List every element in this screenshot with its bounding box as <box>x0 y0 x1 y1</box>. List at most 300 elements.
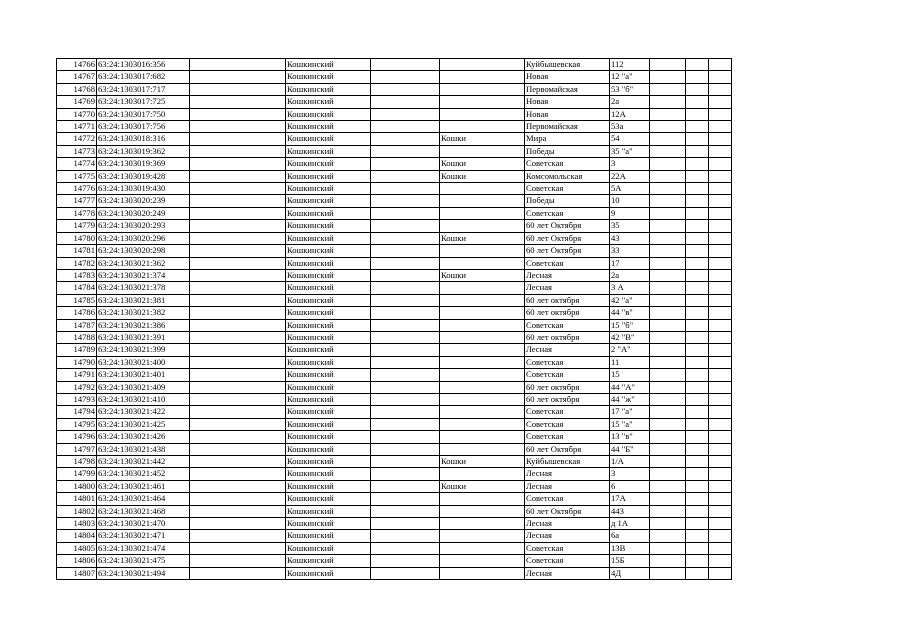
cell-empty <box>371 381 440 393</box>
cell-house-number: 35 <box>610 220 650 232</box>
cell-empty <box>190 108 286 120</box>
cell-district: Кошкинский <box>286 269 371 281</box>
cell-empty <box>190 493 286 505</box>
cell-empty <box>709 108 732 120</box>
cell-street: Новая <box>525 96 610 108</box>
cell-empty <box>709 121 732 133</box>
cell-empty <box>371 307 440 319</box>
cell-street: 60 лет октября <box>525 331 610 343</box>
cell-row-number: 14779 <box>57 220 97 232</box>
cell-cadastral-number: 63:24:1303021:401 <box>97 369 190 381</box>
cell-empty <box>371 530 440 542</box>
cell-settlement <box>440 542 525 554</box>
cell-empty <box>709 406 732 418</box>
cell-district: Кошкинский <box>286 319 371 331</box>
table-row <box>57 356 732 368</box>
cell-settlement <box>440 468 525 480</box>
cell-cadastral-number: 63:24:1303021:471 <box>97 530 190 542</box>
cell-district: Кошкинский <box>286 431 371 443</box>
cell-empty <box>650 369 686 381</box>
cell-house-number: 15 <box>610 369 650 381</box>
cell-empty <box>190 195 286 207</box>
cell-row-number: 14781 <box>57 245 97 257</box>
cell-settlement <box>440 96 525 108</box>
cell-empty <box>650 294 686 306</box>
cell-empty <box>650 282 686 294</box>
cell-settlement <box>440 443 525 455</box>
cell-empty <box>709 257 732 269</box>
cell-empty <box>650 133 686 145</box>
cell-empty <box>686 319 709 331</box>
cell-cadastral-number: 63:24:1303021:474 <box>97 542 190 554</box>
cell-row-number: 14772 <box>57 133 97 145</box>
cell-empty <box>650 468 686 480</box>
cell-empty <box>650 170 686 182</box>
table-row <box>57 369 732 381</box>
cell-cadastral-number: 63:24:1303021:391 <box>97 331 190 343</box>
cell-empty <box>709 282 732 294</box>
cell-row-number: 14789 <box>57 344 97 356</box>
table-row <box>57 319 732 331</box>
cell-street: Новая <box>525 71 610 83</box>
cell-empty <box>686 257 709 269</box>
cell-empty <box>686 555 709 567</box>
cell-settlement <box>440 431 525 443</box>
cell-empty <box>371 282 440 294</box>
cell-empty <box>190 393 286 405</box>
table-row <box>57 232 732 244</box>
cell-row-number: 14794 <box>57 406 97 418</box>
cell-empty <box>650 344 686 356</box>
cell-empty <box>190 245 286 257</box>
cell-district: Кошкинский <box>286 369 371 381</box>
cell-empty <box>371 183 440 195</box>
cell-empty <box>190 468 286 480</box>
cell-empty <box>686 170 709 182</box>
cell-district: Кошкинский <box>286 307 371 319</box>
cell-street: Советская <box>525 183 610 195</box>
cell-empty <box>650 257 686 269</box>
cell-empty <box>686 344 709 356</box>
cell-empty <box>709 294 732 306</box>
cell-street: Лесная <box>525 344 610 356</box>
cell-row-number: 14797 <box>57 443 97 455</box>
cell-district: Кошкинский <box>286 294 371 306</box>
cell-street: Лесная <box>525 480 610 492</box>
cell-row-number: 14802 <box>57 505 97 517</box>
cell-empty <box>371 406 440 418</box>
cell-cadastral-number: 63:24:1303021:475 <box>97 555 190 567</box>
cell-house-number: 43 <box>610 232 650 244</box>
cell-empty <box>371 59 440 71</box>
cell-house-number: 53а <box>610 121 650 133</box>
table-row <box>57 443 732 455</box>
cell-empty <box>686 294 709 306</box>
cell-empty <box>709 232 732 244</box>
cell-row-number: 14778 <box>57 207 97 219</box>
cell-empty <box>650 96 686 108</box>
cell-empty <box>371 555 440 567</box>
cell-house-number: 1/А <box>610 456 650 468</box>
cell-empty <box>190 331 286 343</box>
cell-empty <box>371 356 440 368</box>
cell-empty <box>650 493 686 505</box>
cell-house-number: 2 "А" <box>610 344 650 356</box>
cell-district: Кошкинский <box>286 530 371 542</box>
cell-street: Советская <box>525 319 610 331</box>
cell-empty <box>709 158 732 170</box>
cell-settlement <box>440 294 525 306</box>
cell-empty <box>686 406 709 418</box>
cell-settlement <box>440 183 525 195</box>
cell-house-number: 44 "Б" <box>610 443 650 455</box>
cell-district: Кошкинский <box>286 108 371 120</box>
cell-street: Советская <box>525 542 610 554</box>
cell-street: 60 лет Октября <box>525 232 610 244</box>
cell-district: Кошкинский <box>286 170 371 182</box>
cell-empty <box>686 133 709 145</box>
cell-empty <box>190 369 286 381</box>
cell-settlement <box>440 121 525 133</box>
cell-empty <box>709 418 732 430</box>
cell-district: Кошкинский <box>286 158 371 170</box>
cell-empty <box>190 418 286 430</box>
table-row <box>57 518 732 530</box>
cell-district: Кошкинский <box>286 195 371 207</box>
cell-street: Победы <box>525 145 610 157</box>
cell-row-number: 14773 <box>57 145 97 157</box>
cell-district: Кошкинский <box>286 505 371 517</box>
cell-row-number: 14796 <box>57 431 97 443</box>
cell-empty <box>686 307 709 319</box>
cell-empty <box>190 567 286 579</box>
table-row <box>57 158 732 170</box>
cell-cadastral-number: 63:24:1303020:298 <box>97 245 190 257</box>
cell-house-number: 2а <box>610 269 650 281</box>
cell-empty <box>709 170 732 182</box>
cell-house-number: 9 <box>610 207 650 219</box>
cell-cadastral-number: 63:24:1303021:410 <box>97 393 190 405</box>
cell-empty <box>371 245 440 257</box>
cell-empty <box>650 319 686 331</box>
cell-district: Кошкинский <box>286 381 371 393</box>
table-row <box>57 195 732 207</box>
cell-row-number: 14775 <box>57 170 97 182</box>
cell-row-number: 14782 <box>57 257 97 269</box>
cell-settlement <box>440 530 525 542</box>
cell-empty <box>371 456 440 468</box>
cell-settlement <box>440 567 525 579</box>
cell-empty <box>190 456 286 468</box>
cell-empty <box>371 145 440 157</box>
cell-empty <box>686 71 709 83</box>
cell-district: Кошкинский <box>286 493 371 505</box>
cell-settlement <box>440 83 525 95</box>
cell-street: Куйбышевская <box>525 456 610 468</box>
cell-empty <box>709 133 732 145</box>
cell-cadastral-number: 63:24:1303021:468 <box>97 505 190 517</box>
cell-empty <box>709 307 732 319</box>
cell-settlement: Кошки <box>440 480 525 492</box>
cell-empty <box>190 145 286 157</box>
cell-empty <box>686 493 709 505</box>
cell-empty <box>686 331 709 343</box>
cell-cadastral-number: 63:24:1303021:442 <box>97 456 190 468</box>
cell-house-number: д 1А <box>610 518 650 530</box>
cell-house-number: 17А <box>610 493 650 505</box>
cell-empty <box>190 269 286 281</box>
cell-empty <box>686 269 709 281</box>
cell-empty <box>650 220 686 232</box>
cell-empty <box>686 220 709 232</box>
cell-empty <box>686 59 709 71</box>
cell-empty <box>686 356 709 368</box>
cell-district: Кошкинский <box>286 418 371 430</box>
cell-cadastral-number: 63:24:1303021:461 <box>97 480 190 492</box>
cell-empty <box>190 183 286 195</box>
cell-cadastral-number: 63:24:1303021:378 <box>97 282 190 294</box>
cell-street: 60 лет октября <box>525 381 610 393</box>
cell-cadastral-number: 63:24:1303020:239 <box>97 195 190 207</box>
cell-empty <box>371 170 440 182</box>
cell-row-number: 14790 <box>57 356 97 368</box>
cell-district: Кошкинский <box>286 183 371 195</box>
cell-empty <box>190 71 286 83</box>
cell-house-number: 3 А <box>610 282 650 294</box>
cell-district: Кошкинский <box>286 542 371 554</box>
cell-empty <box>709 59 732 71</box>
cell-empty <box>709 96 732 108</box>
cell-empty <box>709 319 732 331</box>
cell-settlement <box>440 344 525 356</box>
cell-district: Кошкинский <box>286 220 371 232</box>
cell-settlement <box>440 307 525 319</box>
cell-street: 60 лет Октября <box>525 220 610 232</box>
cell-row-number: 14805 <box>57 542 97 554</box>
cell-empty <box>709 542 732 554</box>
cell-house-number: 53 "б" <box>610 83 650 95</box>
cell-empty <box>371 493 440 505</box>
cell-empty <box>709 83 732 95</box>
cell-empty <box>650 381 686 393</box>
cell-empty <box>371 71 440 83</box>
cell-empty <box>650 232 686 244</box>
table-row <box>57 220 732 232</box>
cell-row-number: 14801 <box>57 493 97 505</box>
cell-street: 60 лет Октября <box>525 443 610 455</box>
cell-empty <box>371 83 440 95</box>
cell-empty <box>686 195 709 207</box>
cell-empty <box>650 530 686 542</box>
cell-settlement <box>440 207 525 219</box>
cell-house-number: 42 "а" <box>610 294 650 306</box>
cell-house-number: 35 "а" <box>610 145 650 157</box>
cell-row-number: 14800 <box>57 480 97 492</box>
cell-house-number: 6а <box>610 530 650 542</box>
cell-cadastral-number: 63:24:1303020:296 <box>97 232 190 244</box>
cell-settlement <box>440 245 525 257</box>
cell-empty <box>371 319 440 331</box>
cell-street: 60 лет октября <box>525 393 610 405</box>
cell-empty <box>371 418 440 430</box>
table-row <box>57 307 732 319</box>
table-row <box>57 96 732 108</box>
cell-empty <box>686 480 709 492</box>
cell-house-number: 54 <box>610 133 650 145</box>
cell-settlement <box>440 381 525 393</box>
cell-empty <box>190 505 286 517</box>
cell-empty <box>709 480 732 492</box>
cell-empty <box>709 555 732 567</box>
cell-street: Лесная <box>525 282 610 294</box>
cell-house-number: 12А <box>610 108 650 120</box>
cell-empty <box>650 145 686 157</box>
cell-empty <box>190 59 286 71</box>
table-row <box>57 282 732 294</box>
table-row <box>57 381 732 393</box>
cell-empty <box>686 207 709 219</box>
cell-house-number: 4Д <box>610 567 650 579</box>
cell-empty <box>686 567 709 579</box>
cell-house-number: 12 "а" <box>610 71 650 83</box>
table-row <box>57 71 732 83</box>
cell-district: Кошкинский <box>286 480 371 492</box>
cell-empty <box>650 269 686 281</box>
cell-house-number: 13В <box>610 542 650 554</box>
cell-empty <box>650 108 686 120</box>
cell-settlement <box>440 319 525 331</box>
cell-street: Советская <box>525 356 610 368</box>
cell-empty <box>709 468 732 480</box>
cell-house-number: 5А <box>610 183 650 195</box>
cell-empty <box>650 393 686 405</box>
cell-settlement: Кошки <box>440 269 525 281</box>
cell-street: Куйбышевская <box>525 59 610 71</box>
cell-empty <box>371 393 440 405</box>
cell-empty <box>371 567 440 579</box>
cell-empty <box>371 294 440 306</box>
table-row <box>57 108 732 120</box>
cell-cadastral-number: 63:24:1303021:362 <box>97 257 190 269</box>
cell-cadastral-number: 63:24:1303021:452 <box>97 468 190 480</box>
cell-empty <box>371 505 440 517</box>
cell-empty <box>371 480 440 492</box>
cell-district: Кошкинский <box>286 443 371 455</box>
cell-district: Кошкинский <box>286 245 371 257</box>
cell-row-number: 14799 <box>57 468 97 480</box>
cell-house-number: 42 "В" <box>610 331 650 343</box>
cell-empty <box>190 480 286 492</box>
cell-empty <box>709 493 732 505</box>
cell-district: Кошкинский <box>286 71 371 83</box>
cell-empty <box>371 468 440 480</box>
cell-street: Лесная <box>525 269 610 281</box>
cell-row-number: 14774 <box>57 158 97 170</box>
cell-row-number: 14771 <box>57 121 97 133</box>
cell-row-number: 14777 <box>57 195 97 207</box>
cell-house-number: 15 "б" <box>610 319 650 331</box>
cell-empty <box>190 133 286 145</box>
cell-empty <box>709 331 732 343</box>
cell-house-number: 44 "ж" <box>610 393 650 405</box>
cell-street: Первомайская <box>525 83 610 95</box>
cell-district: Кошкинский <box>286 406 371 418</box>
cell-empty <box>709 344 732 356</box>
cell-row-number: 14792 <box>57 381 97 393</box>
cell-row-number: 14767 <box>57 71 97 83</box>
cell-district: Кошкинский <box>286 59 371 71</box>
cell-district: Кошкинский <box>286 344 371 356</box>
cell-settlement <box>440 505 525 517</box>
cell-house-number: 11 <box>610 356 650 368</box>
cell-empty <box>371 195 440 207</box>
cell-cadastral-number: 63:24:1303021:409 <box>97 381 190 393</box>
cell-house-number: 15 "а" <box>610 418 650 430</box>
cell-empty <box>650 331 686 343</box>
cell-settlement <box>440 282 525 294</box>
cell-empty <box>650 542 686 554</box>
cell-settlement <box>440 145 525 157</box>
cell-district: Кошкинский <box>286 121 371 133</box>
cell-district: Кошкинский <box>286 331 371 343</box>
cell-district: Кошкинский <box>286 232 371 244</box>
table-row <box>57 493 732 505</box>
cell-empty <box>709 195 732 207</box>
cell-street: 60 лет Октября <box>525 505 610 517</box>
table-row <box>57 393 732 405</box>
table-row <box>57 567 732 579</box>
cell-cadastral-number: 63:24:1303019:369 <box>97 158 190 170</box>
cell-cadastral-number: 63:24:1303019:428 <box>97 170 190 182</box>
cell-row-number: 14786 <box>57 307 97 319</box>
cell-empty <box>686 530 709 542</box>
cell-empty <box>190 542 286 554</box>
cell-empty <box>371 443 440 455</box>
cell-empty <box>650 307 686 319</box>
cell-empty <box>371 108 440 120</box>
cell-house-number: 44 "А" <box>610 381 650 393</box>
cell-cadastral-number: 63:24:1303021:400 <box>97 356 190 368</box>
cell-cadastral-number: 63:24:1303021:470 <box>97 518 190 530</box>
cell-house-number: 112 <box>610 59 650 71</box>
cell-empty <box>190 530 286 542</box>
cell-row-number: 14787 <box>57 319 97 331</box>
cell-row-number: 14798 <box>57 456 97 468</box>
cell-settlement <box>440 356 525 368</box>
cell-empty <box>190 207 286 219</box>
cell-settlement <box>440 406 525 418</box>
cell-row-number: 14803 <box>57 518 97 530</box>
cell-empty <box>650 518 686 530</box>
cell-empty <box>371 257 440 269</box>
cell-house-number: 44 "в" <box>610 307 650 319</box>
cell-row-number: 14769 <box>57 96 97 108</box>
table-row <box>57 456 732 468</box>
cell-empty <box>686 145 709 157</box>
cell-street: Новая <box>525 108 610 120</box>
cell-empty <box>650 505 686 517</box>
table-row <box>57 555 732 567</box>
cell-empty <box>709 220 732 232</box>
cell-empty <box>371 121 440 133</box>
cell-cadastral-number: 63:24:1303021:382 <box>97 307 190 319</box>
cell-empty <box>371 220 440 232</box>
cell-street: 60 лет Октября <box>525 245 610 257</box>
table-row <box>57 183 732 195</box>
cell-row-number: 14776 <box>57 183 97 195</box>
cell-cadastral-number: 63:24:1303021:386 <box>97 319 190 331</box>
table-row <box>57 431 732 443</box>
